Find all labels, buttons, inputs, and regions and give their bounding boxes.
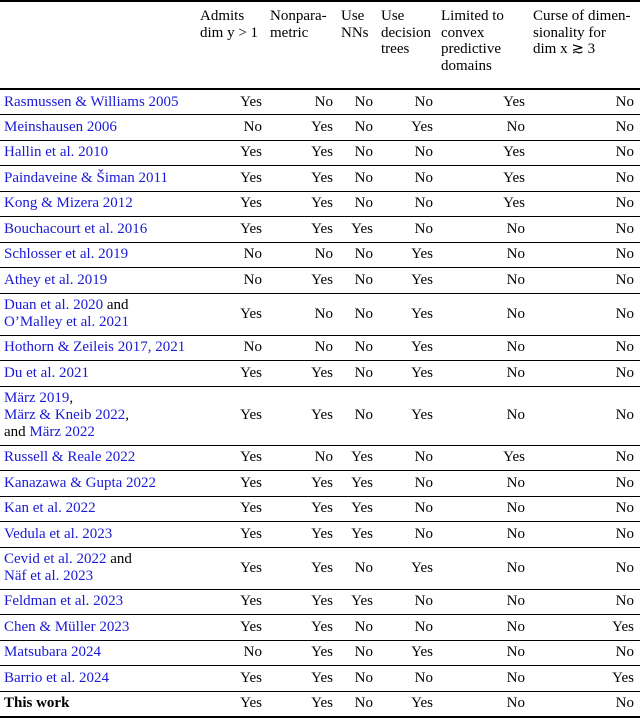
citation-link[interactable]: Kan et al. 2022	[4, 500, 96, 517]
table-row	[0, 666, 640, 692]
value-cell: Yes	[311, 407, 333, 423]
value-cell: Yes	[351, 474, 373, 491]
reference-line	[4, 119, 195, 136]
value-cell: No	[615, 593, 634, 610]
value-cell: No	[354, 339, 373, 356]
value-cell: No	[506, 407, 525, 423]
reference-text: and	[4, 424, 30, 440]
table-row	[0, 691, 640, 717]
reference-line	[4, 195, 195, 212]
citation-link[interactable]: O’Malley et al. 2021	[4, 314, 129, 330]
value-cell: No	[414, 669, 433, 686]
value-cell: Yes	[411, 246, 433, 263]
reference-cell	[0, 268, 198, 294]
reference-cell	[0, 166, 198, 192]
value-cell: No	[354, 407, 373, 423]
reference-cell	[0, 217, 198, 243]
value-cell: Yes	[240, 169, 262, 186]
value-cell: Yes	[503, 449, 525, 466]
reference-line	[4, 449, 195, 466]
table-row	[0, 217, 640, 243]
citation-link[interactable]: Russell & Reale 2022	[4, 449, 136, 466]
value-cell: Yes	[411, 559, 433, 576]
value-cell: Yes	[351, 220, 373, 237]
citation-link[interactable]: Duan et al. 2020	[4, 297, 104, 313]
citation-link[interactable]: März 2022	[29, 424, 95, 440]
citation-link[interactable]: Hothorn & Zeileis 2017, 2021	[4, 339, 186, 356]
value-cell: No	[354, 271, 373, 288]
value-cell: Yes	[240, 144, 262, 161]
table-row	[0, 268, 640, 294]
value-cell: Yes	[503, 195, 525, 212]
column-header-1	[198, 1, 268, 89]
value-cell: Yes	[311, 525, 333, 542]
reference-line	[4, 526, 195, 543]
value-cell: No	[354, 644, 373, 661]
reference-line	[4, 339, 195, 356]
value-cell: No	[354, 195, 373, 212]
reference-line	[4, 695, 195, 712]
reference-text: ,	[125, 407, 129, 423]
value-cell: Yes	[311, 474, 333, 491]
reference-line	[4, 144, 195, 161]
reference-line	[4, 568, 195, 585]
value-cell: No	[506, 118, 525, 135]
value-cell: No	[615, 305, 634, 322]
table-body	[0, 89, 640, 717]
column-header-line: dim y > 1	[200, 24, 259, 41]
column-header-line: NNs	[341, 24, 369, 41]
column-header-line: predictive	[441, 41, 501, 57]
reference-cell	[0, 445, 198, 471]
value-cell: No	[354, 93, 373, 110]
value-cell: No	[506, 220, 525, 237]
value-cell: Yes	[351, 449, 373, 466]
value-cell: Yes	[240, 559, 262, 576]
reference-cell	[0, 666, 198, 692]
reference-cell	[0, 547, 198, 589]
citation-link[interactable]: Paindaveine & Šiman 2011	[4, 169, 169, 186]
value-cell: No	[506, 559, 525, 576]
value-cell: No	[615, 559, 634, 576]
value-cell: No	[243, 644, 262, 661]
value-cell: No	[506, 474, 525, 491]
value-cell: Yes	[240, 195, 262, 212]
column-header-line: sionality for	[533, 24, 606, 41]
reference-line	[4, 365, 195, 382]
citation-link[interactable]: Matsubara 2024	[4, 644, 102, 661]
value-cell: Yes	[240, 220, 262, 237]
value-cell: No	[615, 195, 634, 212]
value-cell: No	[414, 144, 433, 161]
citation-link[interactable]: Näf et al. 2023	[4, 568, 94, 584]
reference-line	[4, 170, 195, 187]
value-cell: No	[414, 593, 433, 610]
reference-cell	[0, 242, 198, 268]
value-cell: No	[414, 474, 433, 491]
column-header-line: Use	[381, 8, 405, 24]
value-cell: No	[414, 500, 433, 517]
value-cell: No	[615, 93, 634, 110]
value-cell: Yes	[240, 695, 262, 711]
value-cell: No	[314, 93, 333, 110]
column-header-line: domains	[441, 57, 492, 74]
value-cell: No	[243, 118, 262, 135]
column-header-line: Use	[341, 8, 365, 24]
value-cell: Yes	[311, 500, 333, 517]
reference-text: and	[106, 551, 132, 567]
value-cell: Yes	[240, 525, 262, 542]
reference-line	[4, 297, 195, 314]
value-cell: Yes	[311, 195, 333, 212]
reference-cell	[0, 471, 198, 497]
value-cell: Yes	[351, 593, 373, 610]
value-cell: No	[506, 246, 525, 263]
value-cell: No	[354, 695, 373, 711]
column-header-line: Limited to	[441, 8, 504, 24]
column-header-3	[339, 1, 379, 89]
reference-line	[4, 272, 195, 289]
value-cell: Yes	[240, 364, 262, 381]
reference-cell	[0, 522, 198, 548]
value-cell: No	[615, 644, 634, 661]
value-cell: No	[414, 195, 433, 212]
value-cell: Yes	[311, 559, 333, 576]
citation-link[interactable]: Chen & Müller 2023	[4, 618, 130, 635]
reference-line	[4, 246, 195, 263]
value-cell: Yes	[351, 525, 373, 542]
table-row	[0, 496, 640, 522]
value-cell: No	[506, 695, 525, 711]
value-cell: No	[243, 246, 262, 263]
value-cell: Yes	[311, 618, 333, 635]
value-cell: No	[506, 271, 525, 288]
reference-line	[4, 314, 195, 331]
value-cell: Yes	[612, 669, 634, 686]
reference-cell	[0, 386, 198, 445]
value-cell: Yes	[411, 118, 433, 135]
reference-line	[4, 94, 195, 111]
reference-cell	[0, 691, 198, 717]
value-cell: No	[414, 525, 433, 542]
citation-link[interactable]: Bouchacourt et al. 2016	[4, 220, 148, 237]
reference-line	[4, 670, 195, 687]
value-cell: Yes	[311, 695, 333, 711]
value-cell: No	[354, 364, 373, 381]
value-cell: No	[615, 695, 634, 711]
value-cell: Yes	[612, 618, 634, 635]
value-cell: No	[615, 364, 634, 381]
value-cell: Yes	[240, 500, 262, 517]
reference-cell	[0, 361, 198, 387]
reference-cell	[0, 115, 198, 141]
header-row	[0, 1, 640, 89]
value-cell: No	[243, 271, 262, 288]
value-cell: No	[354, 144, 373, 161]
value-cell: Yes	[311, 669, 333, 686]
value-cell: No	[414, 618, 433, 635]
value-cell: No	[615, 246, 634, 263]
reference-line	[4, 221, 195, 238]
column-header-line: Curse of dimen-	[533, 8, 631, 24]
value-cell: No	[615, 449, 634, 466]
table-row	[0, 166, 640, 192]
table-row	[0, 522, 640, 548]
reference-line	[4, 644, 195, 661]
reference-line	[4, 500, 195, 517]
citation-link[interactable]: Du et al. 2021	[4, 364, 89, 381]
value-cell: Yes	[311, 271, 333, 288]
reference-line	[4, 407, 195, 424]
value-cell: Yes	[311, 644, 333, 661]
table-row	[0, 293, 640, 335]
reference-text: ,	[69, 390, 74, 406]
reference-cell	[0, 140, 198, 166]
reference-line	[4, 619, 195, 636]
table-row	[0, 386, 640, 445]
value-cell: Yes	[240, 449, 262, 466]
value-cell: No	[615, 118, 634, 135]
table-row	[0, 191, 640, 217]
table-row	[0, 547, 640, 589]
citation-link[interactable]: Kong & Mizera 2012	[4, 195, 133, 212]
value-cell: Yes	[411, 407, 433, 423]
value-cell: Yes	[311, 169, 333, 186]
value-cell: Yes	[411, 695, 433, 711]
value-cell: No	[314, 305, 333, 322]
reference-cell	[0, 589, 198, 615]
value-cell: Yes	[311, 593, 333, 610]
value-cell: Yes	[411, 305, 433, 322]
citation-link[interactable]: Meinshausen 2006	[4, 118, 117, 135]
value-cell: No	[354, 169, 373, 186]
column-header-line: convex	[441, 24, 485, 41]
value-cell: No	[615, 525, 634, 542]
citation-link[interactable]: Vedula et al. 2023	[4, 525, 113, 542]
value-cell: Yes	[311, 364, 333, 381]
reference-cell	[0, 496, 198, 522]
value-cell: Yes	[240, 305, 262, 322]
reference-cell	[0, 640, 198, 666]
reference-line	[4, 390, 195, 407]
value-cell: No	[506, 339, 525, 356]
table-row	[0, 471, 640, 497]
table-row	[0, 361, 640, 387]
reference-line	[4, 475, 195, 492]
citation-link[interactable]: Cevid et al. 2022	[4, 551, 107, 567]
citation-link[interactable]: Kanazawa & Gupta 2022	[4, 474, 157, 491]
value-cell: Yes	[503, 93, 525, 110]
table-row	[0, 115, 640, 141]
column-header-line: trees	[381, 41, 410, 57]
reference-line	[4, 593, 195, 610]
value-cell: Yes	[240, 407, 262, 423]
value-cell: Yes	[240, 669, 262, 686]
reference-cell	[0, 293, 198, 335]
reference-text: This work	[4, 695, 70, 711]
column-header-0	[0, 1, 198, 89]
reference-line	[4, 551, 195, 568]
column-header-line: dim x ≳ 3	[533, 41, 596, 57]
table-header	[0, 1, 640, 89]
value-cell: No	[354, 118, 373, 135]
value-cell: No	[506, 644, 525, 661]
value-cell: No	[314, 339, 333, 356]
value-cell: Yes	[311, 144, 333, 161]
value-cell: No	[414, 93, 433, 110]
citation-link[interactable]: Schlosser et al. 2019	[4, 246, 129, 263]
value-cell: No	[506, 618, 525, 635]
value-cell: Yes	[311, 118, 333, 135]
value-cell: No	[414, 169, 433, 186]
value-cell: Yes	[411, 339, 433, 356]
column-header-line: metric	[270, 24, 309, 41]
column-header-5	[439, 1, 531, 89]
value-cell: Yes	[240, 93, 262, 110]
value-cell: No	[615, 169, 634, 186]
value-cell: Yes	[240, 618, 262, 635]
table-row	[0, 89, 640, 115]
table-row	[0, 242, 640, 268]
value-cell: No	[314, 246, 333, 263]
table-row	[0, 640, 640, 666]
column-header-4	[379, 1, 439, 89]
table-row	[0, 335, 640, 361]
value-cell: No	[243, 339, 262, 356]
reference-text: and	[103, 297, 129, 313]
reference-line	[4, 424, 195, 441]
citation-link[interactable]: Athey et al. 2019	[4, 271, 108, 288]
value-cell: No	[615, 407, 634, 423]
value-cell: No	[354, 669, 373, 686]
column-header-line: Nonpara-	[270, 8, 327, 24]
value-cell: Yes	[503, 169, 525, 186]
value-cell: No	[615, 500, 634, 517]
citation-link[interactable]: Hallin et al. 2010	[4, 144, 109, 161]
column-header-2	[268, 1, 339, 89]
value-cell: Yes	[411, 364, 433, 381]
reference-cell	[0, 191, 198, 217]
citation-link[interactable]: März 2019	[4, 390, 70, 406]
table-row	[0, 589, 640, 615]
value-cell: No	[615, 144, 634, 161]
citation-link[interactable]: Rasmussen & Williams 2005	[4, 93, 179, 110]
table-row	[0, 140, 640, 166]
reference-cell	[0, 89, 198, 115]
column-header-6	[531, 1, 640, 89]
value-cell: Yes	[351, 500, 373, 517]
value-cell: No	[506, 669, 525, 686]
value-cell: No	[506, 364, 525, 381]
value-cell: No	[414, 220, 433, 237]
value-cell: No	[354, 305, 373, 322]
value-cell: Yes	[411, 271, 433, 288]
value-cell: No	[506, 305, 525, 322]
value-cell: No	[354, 618, 373, 635]
citation-link[interactable]: Feldman et al. 2023	[4, 593, 124, 610]
reference-cell	[0, 615, 198, 641]
citation-link[interactable]: März & Kneib 2022	[4, 407, 126, 423]
value-cell: No	[506, 593, 525, 610]
value-cell: No	[506, 500, 525, 517]
value-cell: No	[314, 449, 333, 466]
reference-cell	[0, 335, 198, 361]
value-cell: Yes	[240, 593, 262, 610]
citation-link[interactable]: Barrio et al. 2024	[4, 669, 109, 686]
value-cell: Yes	[240, 474, 262, 491]
value-cell: No	[615, 271, 634, 288]
value-cell: Yes	[411, 644, 433, 661]
column-header-line: decision	[381, 24, 431, 41]
value-cell: No	[506, 525, 525, 542]
table-row	[0, 615, 640, 641]
value-cell: No	[615, 339, 634, 356]
column-header-line: Admits	[200, 8, 245, 24]
value-cell: No	[354, 559, 373, 576]
value-cell: No	[615, 474, 634, 491]
value-cell: No	[615, 220, 634, 237]
value-cell: Yes	[311, 220, 333, 237]
value-cell: Yes	[503, 144, 525, 161]
value-cell: No	[354, 246, 373, 263]
value-cell: No	[414, 449, 433, 466]
table-row	[0, 445, 640, 471]
